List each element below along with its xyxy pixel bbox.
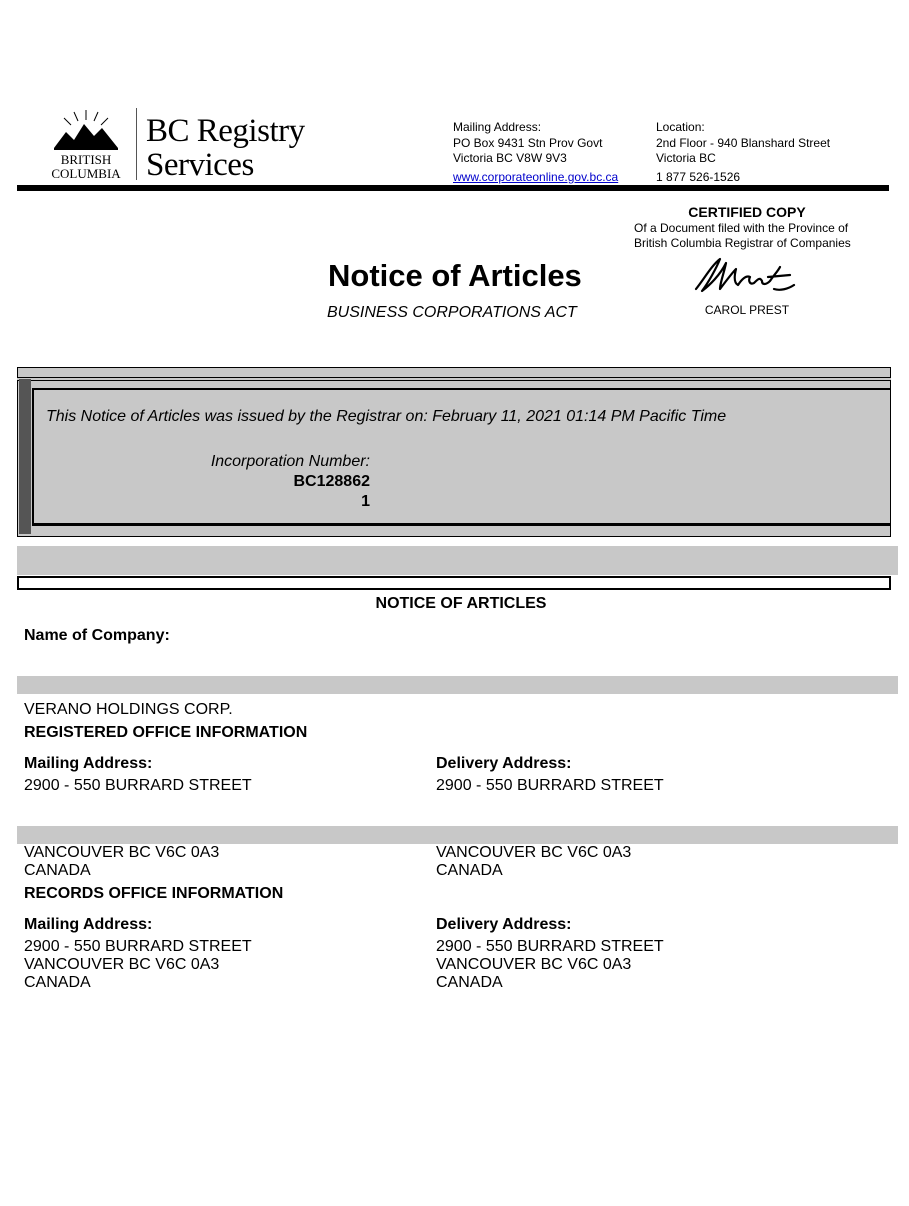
registered-delivery-line1: 2900 - 550 BURRARD STREET	[436, 777, 664, 794]
logo-line-1: BC Registry	[146, 113, 305, 149]
records-mailing-line1: 2900 - 550 BURRARD STREET	[24, 938, 252, 955]
location-block	[656, 120, 830, 185]
incorporation-number-label: Incorporation Number:	[210, 453, 370, 470]
registered-delivery-label: Delivery Address:	[436, 755, 572, 772]
certified-line1: Of a Document filed with the Province of	[634, 221, 849, 235]
registrar-signature-icon	[690, 255, 800, 297]
page-title: Notice of Articles	[328, 258, 582, 293]
certified-copy-title: CERTIFIED COPY	[688, 204, 806, 220]
registered-delivery-lines	[436, 844, 631, 880]
records-mailing-label: Mailing Address:	[24, 916, 153, 933]
location-phone: 1 877 526-1526	[656, 169, 741, 184]
logo-line-2: Services	[146, 147, 254, 183]
separator-band	[17, 546, 898, 575]
corporate-online-link[interactable]: www.corporateonline.gov.bc.ca	[453, 169, 619, 184]
incorporation-number-line2: 1	[361, 493, 370, 510]
certified-line2: British Columbia Registrar of Companies	[634, 235, 851, 250]
company-name-label: Name of Company:	[24, 627, 170, 644]
registered-delivery-line2: VANCOUVER BC V6C 0A3	[436, 844, 632, 861]
logo-text-british: BRITISH	[60, 152, 112, 167]
notice-section-title: NOTICE OF ARTICLES	[375, 595, 547, 612]
gray-band-1	[17, 676, 898, 694]
bc-government-logo-icon	[44, 106, 128, 182]
act-subtitle: BUSINESS CORPORATIONS ACT	[327, 304, 577, 321]
records-delivery-label: Delivery Address:	[436, 916, 572, 933]
issue-box-top-rule	[17, 377, 891, 381]
bc-registry-logo-text	[146, 114, 305, 182]
logo-divider	[136, 108, 137, 180]
incorporation-number	[150, 472, 370, 512]
registered-mailing-line1: 2900 - 550 BURRARD STREET	[24, 777, 252, 794]
mailing-address-block	[453, 120, 618, 185]
header-rule	[17, 185, 889, 191]
records-delivery-line2: VANCOUVER BC V6C 0A3	[436, 956, 632, 973]
issue-box-left-bar	[19, 379, 31, 534]
records-delivery-lines	[436, 938, 664, 992]
location-line1: 2nd Floor - 940 Blanshard Street	[656, 135, 831, 150]
registered-delivery-line3: CANADA	[436, 862, 503, 879]
issued-statement: This Notice of Articles was issued by the Registrar on: February 11, 2021 01:14 PM Pacific Time	[46, 408, 727, 425]
company-name: VERANO HOLDINGS CORP.	[24, 701, 233, 718]
signatory-name: CAROL PREST	[704, 303, 790, 317]
registered-mailing-label: Mailing Address:	[24, 755, 153, 772]
registered-mailing-line2: VANCOUVER BC V6C 0A3	[24, 844, 220, 861]
records-mailing-lines	[24, 938, 252, 992]
location-label: Location:	[656, 120, 705, 134]
records-mailing-line2: VANCOUVER BC V6C 0A3	[24, 956, 220, 973]
registered-mailing-line3: CANADA	[24, 862, 91, 879]
location-line2: Victoria BC	[656, 151, 716, 165]
registered-mailing-lines	[24, 844, 219, 880]
mailing-address-line1: PO Box 9431 Stn Prov Govt	[453, 135, 603, 150]
records-delivery-line3: CANADA	[436, 974, 503, 991]
mailing-address-line2: Victoria BC V8W 9V3	[453, 151, 567, 165]
registered-office-heading: REGISTERED OFFICE INFORMATION	[24, 724, 308, 741]
gray-band-2	[17, 826, 898, 844]
incorporation-number-line1: BC128862	[293, 473, 370, 490]
records-office-heading: RECORDS OFFICE INFORMATION	[24, 885, 284, 902]
records-mailing-line3: CANADA	[24, 974, 91, 991]
logo-text-columbia: COLUMBIA	[51, 166, 121, 181]
records-delivery-line1: 2900 - 550 BURRARD STREET	[436, 938, 664, 955]
mailing-address-label: Mailing Address:	[453, 120, 542, 134]
separator-box	[17, 576, 891, 590]
certified-copy-description	[634, 221, 862, 250]
